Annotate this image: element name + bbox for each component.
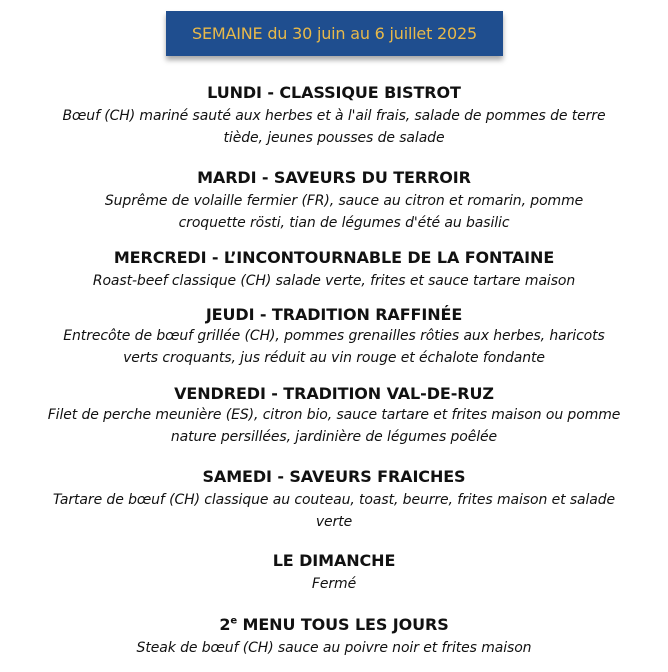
day-description-monday: Bœuf (CH) mariné sauté aux herbes et à l'ail frais, salade de pommes de terre tiède, jeunes pousses de salade	[62, 108, 606, 146]
day-description-friday: Filet de perche meunière (ES), citron bio, sauce tartare et frites maison ou pomme nature persillées, jardinière de légumes poêlée	[47, 407, 621, 445]
second-menu-title	[0, 615, 668, 635]
menu-day-thursday	[0, 305, 668, 369]
menu-day-friday	[0, 384, 668, 448]
day-description-tuesday: Suprême de volaille fermier (FR), sauce au citron et romarin, pomme croquette rösti, tian de légumes d'été au basilic	[104, 193, 584, 231]
day-title-saturday: SAMEDI - SAVEURS FRAICHES	[202, 467, 466, 486]
day-title-thursday: JEUDI - TRADITION RAFFINÉE	[205, 305, 463, 324]
menu-day-sunday	[0, 551, 668, 596]
day-description-saturday: Tartare de bœuf (CH) classique au couteau, toast, beurre, frites maison et salade verte	[52, 492, 616, 530]
week-banner	[166, 11, 503, 56]
menu-day-wednesday	[0, 248, 668, 293]
day-title-monday: LUNDI - CLASSIQUE BISTROT	[207, 83, 461, 102]
day-description-sunday: Fermé	[311, 576, 357, 592]
second-menu	[0, 615, 668, 660]
day-title-sunday: LE DIMANCHE	[272, 551, 396, 570]
second-menu-title-superscript: e	[230, 615, 238, 627]
day-title-friday: VENDREDI - TRADITION VAL-DE-RUZ	[174, 384, 494, 403]
second-menu-description: Steak de bœuf (CH) sauce au poivre noir et frites maison	[136, 640, 532, 656]
second-menu-title-rest: MENU TOUS LES JOURS	[237, 615, 449, 634]
week-title: SEMAINE du 30 juin au 6 juillet 2025	[192, 24, 477, 43]
menu-day-tuesday	[0, 168, 668, 234]
day-description-thursday: Entrecôte de bœuf grillée (CH), pommes grenailles rôties aux herbes, haricots verts croquants, jus réduit au vin rouge et échalote fondante	[63, 328, 605, 366]
day-title-wednesday: MERCREDI - L’INCONTOURNABLE DE LA FONTAINE	[113, 248, 555, 267]
second-menu-title-number: 2	[219, 615, 231, 634]
menu-day-monday	[0, 83, 668, 149]
menu-day-saturday	[0, 467, 668, 533]
day-description-wednesday: Roast-beef classique (CH) salade verte, frites et sauce tartare maison	[92, 273, 576, 289]
day-title-tuesday: MARDI - SAVEURS DU TERROIR	[197, 168, 471, 187]
